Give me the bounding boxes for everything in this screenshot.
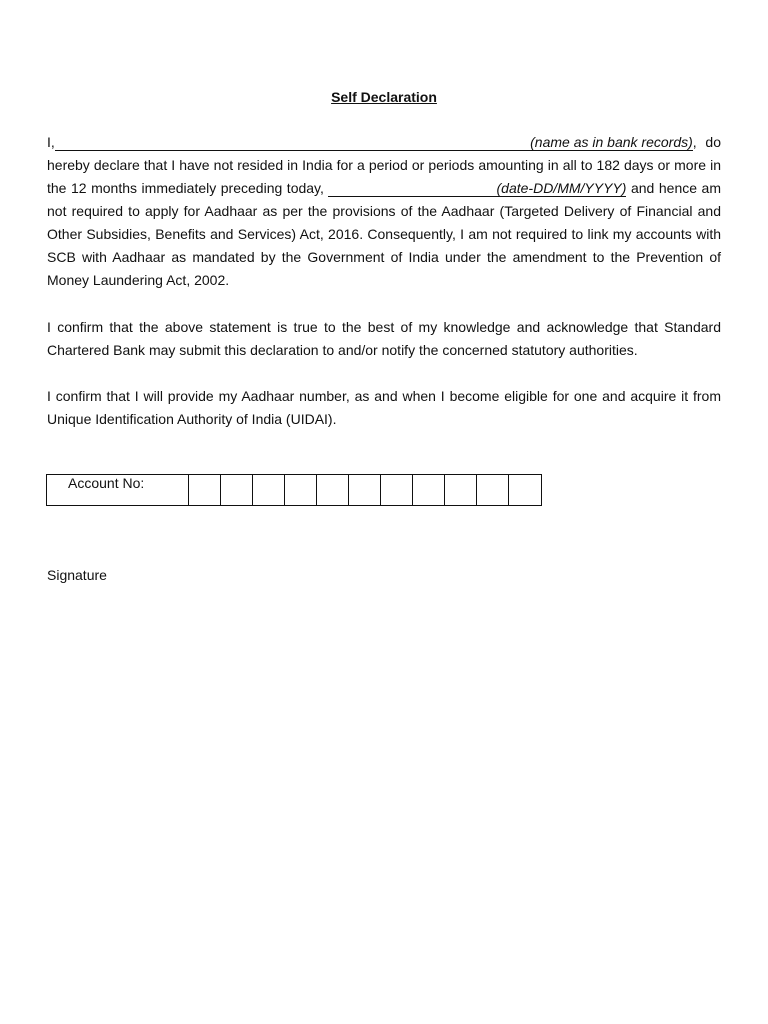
declaration-paragraph: [47, 131, 721, 292]
account-digit-cell[interactable]: [349, 475, 381, 505]
date-blank-field[interactable]: [328, 181, 626, 197]
account-number-box: [46, 474, 542, 506]
account-digit-cell[interactable]: [477, 475, 509, 505]
account-digit-cell[interactable]: [317, 475, 349, 505]
declaration-text-1: , do hereby declare that I have not resided in India for a period or periods amounting in all to 182 days or more in the 12 months immediately preceding today,: [47, 134, 721, 196]
name-hint: (name as in bank records): [530, 134, 693, 150]
account-digit-cell[interactable]: [253, 475, 285, 505]
account-digit-cell[interactable]: [285, 475, 317, 505]
name-blank-field[interactable]: [55, 135, 693, 151]
account-digit-cell[interactable]: [221, 475, 253, 505]
account-digit-cell[interactable]: [509, 475, 541, 505]
page-title: Self Declaration: [331, 89, 437, 105]
account-digit-cell[interactable]: [189, 475, 221, 505]
declaration-text-2: and hence am not required to apply for Aadhaar as per the provisions of the Aadhaar (Targeted Delivery of Financial and Other Subsidies, Benefits and Services) Act, 2016. Consequently, I am not required to link my accounts with SCB with Aadhaar as mandated by the Government of India under the amendment to the Prevention of Money Laundering Act, 2002.: [47, 180, 721, 288]
confirmation-paragraph: I confirm that the above statement is true to the best of my knowledge and acknowledge that Standard Chartered Bank may submit this declaration to and/or notify the concerned statutory authorities.: [47, 319, 721, 358]
account-digit-cell[interactable]: [413, 475, 445, 505]
aadhaar-paragraph: I confirm that I will provide my Aadhaar number, as and when I become eligible for one and acquire it from Unique Identification Authority of India (UIDAI).: [47, 388, 721, 427]
account-digit-cell[interactable]: [381, 475, 413, 505]
date-hint: (date-DD/MM/YYYY): [496, 180, 627, 196]
declaration-prefix: I,: [47, 134, 55, 150]
account-digit-cell[interactable]: [445, 475, 477, 505]
account-number-label: Account No:: [47, 475, 189, 505]
signature-label: Signature: [47, 567, 107, 583]
